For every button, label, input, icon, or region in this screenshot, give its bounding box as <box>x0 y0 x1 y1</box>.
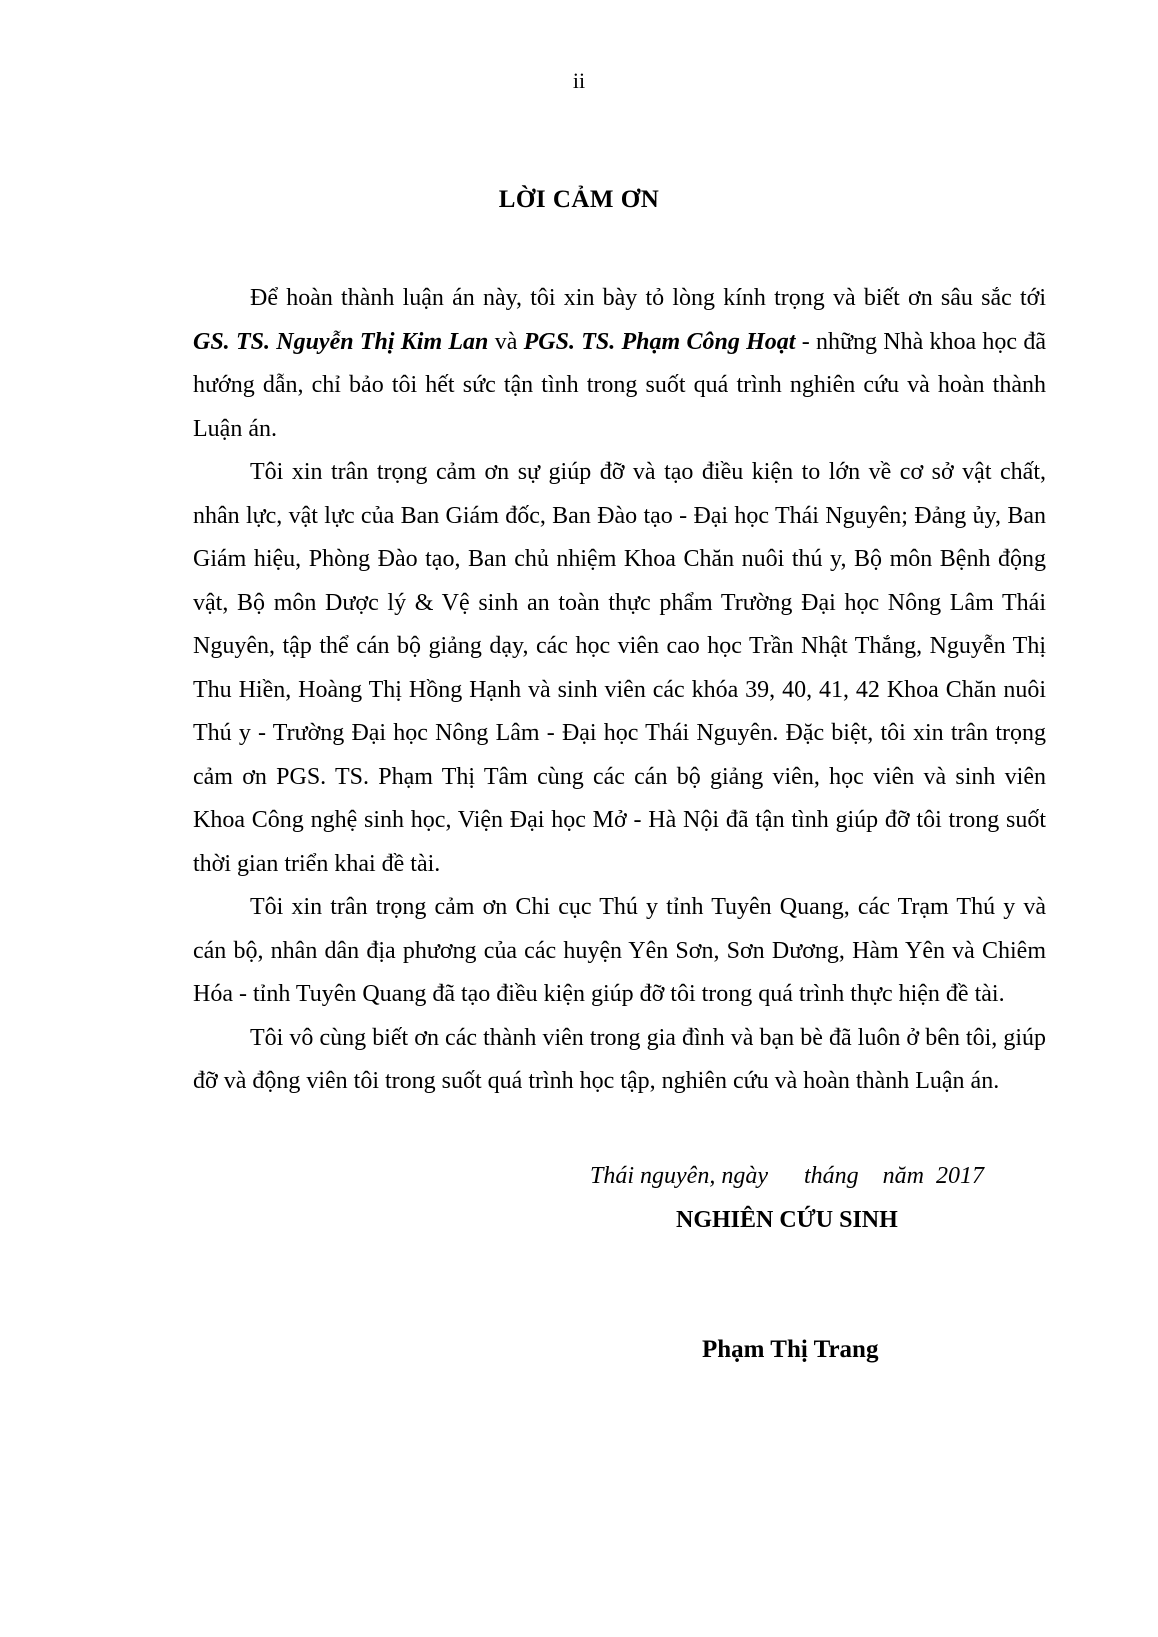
page-number: ii <box>572 68 586 93</box>
advisor-name-1: GS. TS. Nguyễn Thị Kim Lan <box>193 328 489 355</box>
paragraph-advisors-connector: và <box>488 328 524 355</box>
paragraph-advisors <box>193 277 1046 451</box>
acknowledgement-body <box>193 277 1046 1104</box>
paragraph-advisors-intro: Để hoàn thành luận án này, tôi xin bày tỏ lòng kính trọng và biết ơn sâu sắc tới <box>250 285 1046 311</box>
signature-role: NGHIÊN CỨU SINH <box>676 1207 898 1233</box>
signer-name: Phạm Thị Trang <box>702 1336 879 1363</box>
page-title: LỜI CẢM ƠN <box>498 186 660 213</box>
advisor-name-2: PGS. TS. Phạm Công Hoạt <box>523 328 796 355</box>
signature-date-line: Thái nguyên, ngày tháng năm 2017 <box>590 1163 984 1189</box>
paragraph-family: Tôi vô cùng biết ơn các thành viên trong gia đình và bạn bè đã luôn ở bên tôi, giúp đỡ và động viên tôi trong suốt quá trình học tập, nghiên cứu và hoàn thành Luận án. <box>193 1024 1046 1094</box>
paragraph-institutions: Tôi xin trân trọng cảm ơn sự giúp đỡ và tạo điều kiện to lớn về cơ sở vật chất, nhân lực, vật lực của Ban Giám đốc, Ban Đào tạo - Đại học Thái Nguyên; Đảng ủy, Ban Giám hiệu, Phòng Đào tạo, Ban chủ nhiệm Khoa Chăn nuôi thú y, Bộ môn Bệnh động vật, Bộ môn Dược lý & Vệ sinh an toàn thực phẩm Trường Đại học Nông Lâm Thái Nguyên, tập thể cán bộ giảng dạy, các học viên cao học Trần Nhật Thắng, Nguyễn Thị Thu Hiền, Hoàng Thị Hồng Hạnh và sinh viên các khóa 39, 40, 41, 42 Khoa Chăn nuôi Thú y - Trường Đại học Nông Lâm - Đại học Thái Nguyên. Đặc biệt, tôi xin trân trọng cảm ơn PGS. TS. Phạm Thị Tâm cùng các cán bộ giảng viên, học viên và sinh viên Khoa Công nghệ sinh học, Viện Đại học Mở - Hà Nội đã tận tình giúp đỡ tôi trong suốt thời gian triển khai đề tài. <box>193 459 1046 877</box>
paragraph-advisors-outro: - những Nhà khoa học đã hướng dẫn, chỉ bảo tôi hết sức tận tình trong suốt quá trình nghiên cứu và hoàn thành Luận án. <box>193 328 1047 442</box>
paragraph-local-support: Tôi xin trân trọng cảm ơn Chi cục Thú y tỉnh Tuyên Quang, các Trạm Thú y và cán bộ, nhân dân địa phương của các huyện Yên Sơn, Sơn Dương, Hàm Yên và Chiêm Hóa - tỉnh Tuyên Quang đã tạo điều kiện giúp đỡ tôi trong quá trình thực hiện đề tài. <box>193 894 1046 1007</box>
